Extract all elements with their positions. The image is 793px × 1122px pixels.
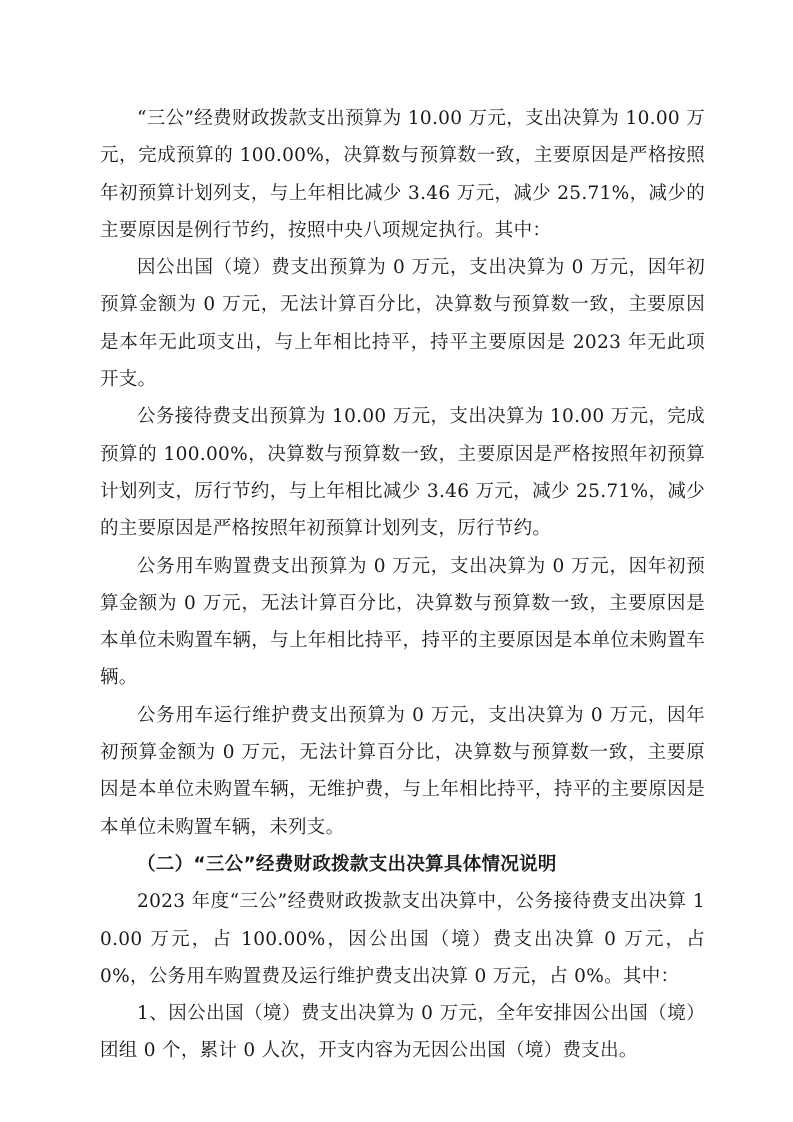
paragraph-vehicle-purchase: 公务用车购置费支出预算为 0 万元，支出决算为 0 万元，因年初预算金额为 0 万元，无法计算百分比，决算数与预算数一致，主要原因是本单位未购置车辆，与上年相比持平，持平的主要原因是本单位未购置车辆。 xyxy=(100,555,705,689)
paragraph-item-1-overseas: 1、因公出国（境）费支出决算为 0 万元，全年安排因公出国（境）团组 0 个，累计 0 人次，开支内容为无因公出国（境）费支出。 xyxy=(100,1003,705,1062)
paragraph-2023-final-accounts: 2023 年度“三公”经费财政拨款支出决算中，公务接待费支出决算 10.00 万元，占 100.00%，因公出国（境）费支出决算 0 万元，占 0%，公务用车购置费及运行维护费支出决算 0 万元，占 0%。其中： xyxy=(100,891,705,987)
paragraph-three-public-overview: “三公”经费财政拨款支出预算为 10.00 万元，支出决算为 10.00 万元，完成预算的 100.00%，决算数与预算数一致，主要原因是严格按照年初预算计划列支，与上年相比减少 3.46 万元，减少 25.71%，减少的主要原因是例行节约，按照中央八项规定执行。其中： xyxy=(100,108,705,241)
section-heading: （二）“三公”经费财政拨款支出决算具体情况说明 xyxy=(137,853,557,875)
paragraph-official-reception: 公务接待费支出预算为 10.00 万元，支出决算为 10.00 万元，完成预算的 100.00%，决算数与预算数一致，主要原因是严格按照年初预算计划列支，厉行节约，与上年相比减少 3.46 万元，减少 25.71%，减少的主要原因是严格按照年初预算计划列支，厉行节约。 xyxy=(100,406,705,540)
paragraph-vehicle-maintenance: 公务用车运行维护费支出预算为 0 万元，支出决算为 0 万元，因年初预算金额为 0 万元，无法计算百分比，决算数与预算数一致，主要原因是本单位未购置车辆，无维护费，与上年相比持平，持平的主要原因是本单位未购置车辆，未列支。 xyxy=(100,704,705,838)
paragraph-overseas-travel: 因公出国（境）费支出预算为 0 万元，支出决算为 0 万元，因年初预算金额为 0 万元，无法计算百分比，决算数与预算数一致，主要原因是本年无此项支出，与上年相比持平，持平主要原因是 2023 年无此项开支。 xyxy=(100,257,705,391)
